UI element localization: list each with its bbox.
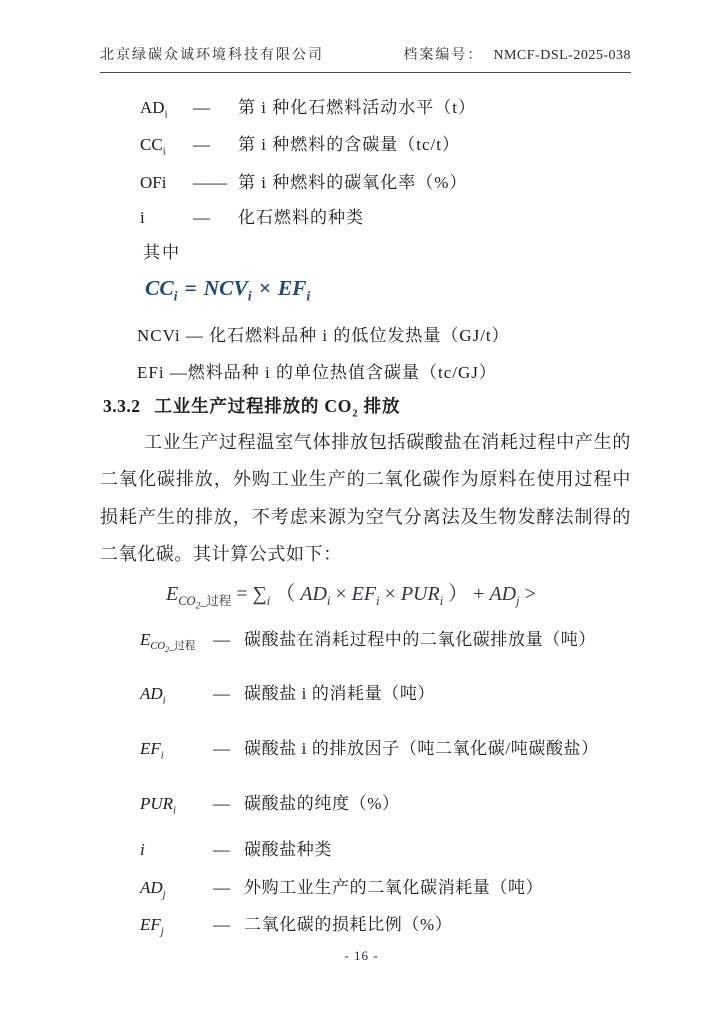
definition-row-efi2 xyxy=(140,734,599,762)
open-paren: （ xyxy=(275,583,296,605)
definition-text: 二氧化碳的损耗比例（%） xyxy=(244,915,453,934)
header-company-name: 北京绿碳众诚环境科技有限公司 xyxy=(100,48,324,63)
archive-number: NMCF-DSL-2025-038 xyxy=(493,48,631,63)
definition-text: 第 i 种化石燃料活动水平（t） xyxy=(238,98,476,117)
formula-cc xyxy=(145,276,317,304)
formula-e-ad: $AD_i$ xyxy=(300,583,331,608)
definition-text: 第 i 种燃料的含碳量（tc/t） xyxy=(238,135,460,154)
equals-sign: = xyxy=(236,583,248,605)
formula-cc-ef: $EF_i$ xyxy=(277,276,311,304)
term-e-process: $E_{CO_2\_过程}$ xyxy=(140,630,196,655)
term-puri: $PUR_i$ xyxy=(140,794,176,817)
multiply-sign: × xyxy=(335,583,347,605)
definition-row-i xyxy=(140,203,364,228)
term-i: i xyxy=(140,840,145,859)
definition-row-puri xyxy=(140,789,400,817)
term-efi: $EF_i$ xyxy=(140,739,164,762)
section-title: 工业生产过程排放的 $CO_2$ 排放 xyxy=(154,396,401,420)
definition-text: 碳酸盐 i 的消耗量（吨） xyxy=(244,684,436,703)
dash: — xyxy=(213,915,230,934)
trailing-glyph: > xyxy=(524,583,536,605)
term-adi: $AD_i$ xyxy=(140,684,166,707)
definition-text: 外购工业生产的二氧化碳消耗量（吨） xyxy=(244,878,544,897)
ef-definition-line: EFi —燃料品种 i 的单位热值含碳量（tc/GJ） xyxy=(137,363,497,382)
term-i: i xyxy=(140,208,145,227)
definition-row-efj xyxy=(140,910,453,938)
definition-text: 化石燃料的种类 xyxy=(238,208,364,227)
definition-row-adj xyxy=(140,873,544,901)
header-archive xyxy=(403,44,631,64)
equals-sign: = xyxy=(184,276,197,300)
dash: — xyxy=(213,684,230,703)
definition-row-i2 xyxy=(140,835,332,860)
close-paren: ） xyxy=(448,583,469,605)
definition-text: 碳酸盐 i 的排放因子（吨二氧化碳/吨碳酸盐） xyxy=(244,739,599,758)
dash: — xyxy=(193,98,210,117)
among-label: 其中 xyxy=(143,243,181,262)
definition-text: 碳酸盐在消耗过程中的二氧化碳排放量（吨） xyxy=(244,630,596,649)
definition-row-adi xyxy=(140,93,476,121)
dash: — xyxy=(193,208,210,227)
definition-row-adi2 xyxy=(140,679,436,707)
definition-text: 碳酸盐种类 xyxy=(244,840,332,859)
definition-row-ofi xyxy=(140,168,467,193)
formula-cc-lhs: $CC_i$ xyxy=(145,276,178,304)
term-cci: $CC_i$ xyxy=(140,135,166,158)
multiply-sign: × xyxy=(384,583,396,605)
dash: — xyxy=(213,840,230,859)
section-number: 3.3.2 xyxy=(103,396,141,416)
definition-row-e-process xyxy=(140,625,596,655)
dash: — xyxy=(213,878,230,897)
term-adj: $AD_j$ xyxy=(140,878,166,901)
multiply-sign: × xyxy=(258,276,271,300)
dash: —— xyxy=(193,173,227,192)
body-paragraph: 工业生产过程温室气体排放包括碳酸盐在消耗过程中产生的二氧化碳排放，外购工业生产的二氧化碳作为原料在使用过程中损耗产生的排放，不考虑来源为空气分离法及生物发酵法制得的二氧化碳。其计算公式如下： xyxy=(100,432,631,565)
term-efj: $EF_j$ xyxy=(140,915,164,938)
formula-e-process xyxy=(166,577,541,612)
dash: — xyxy=(213,630,230,649)
formula-e-ef: $EF_i$ xyxy=(351,583,380,608)
dash: — xyxy=(213,739,230,758)
plus-sign: + xyxy=(473,583,485,605)
formula-e-pur: $PUR_i$ xyxy=(400,583,444,608)
definition-text: 第 i 种燃料的碳氧化率（%） xyxy=(238,173,468,192)
term-adi: $AD_i$ xyxy=(140,98,168,121)
definition-text: 碳酸盐的纯度（%） xyxy=(244,794,400,813)
ncv-definition-line: NCVi — 化石燃料品种 i 的低位发热量（GJ/t） xyxy=(137,326,510,345)
formula-e-lhs: $E_{CO_2\_过程}$ xyxy=(166,583,232,612)
formula-cc-ncv: $NCV_i$ xyxy=(203,276,252,304)
archive-label: 档案编号： xyxy=(403,48,484,63)
dash: — xyxy=(193,135,210,154)
page-header xyxy=(100,44,631,73)
sigma-operator: $\sum_i$ xyxy=(252,583,271,608)
term-ofi: OFi xyxy=(140,173,167,192)
definition-row-cci xyxy=(140,130,460,158)
section-heading xyxy=(103,393,400,418)
page-number: - 16 - xyxy=(344,948,379,963)
dash: — xyxy=(213,794,230,813)
formula-e-adj: $AD_j$ xyxy=(489,583,520,608)
